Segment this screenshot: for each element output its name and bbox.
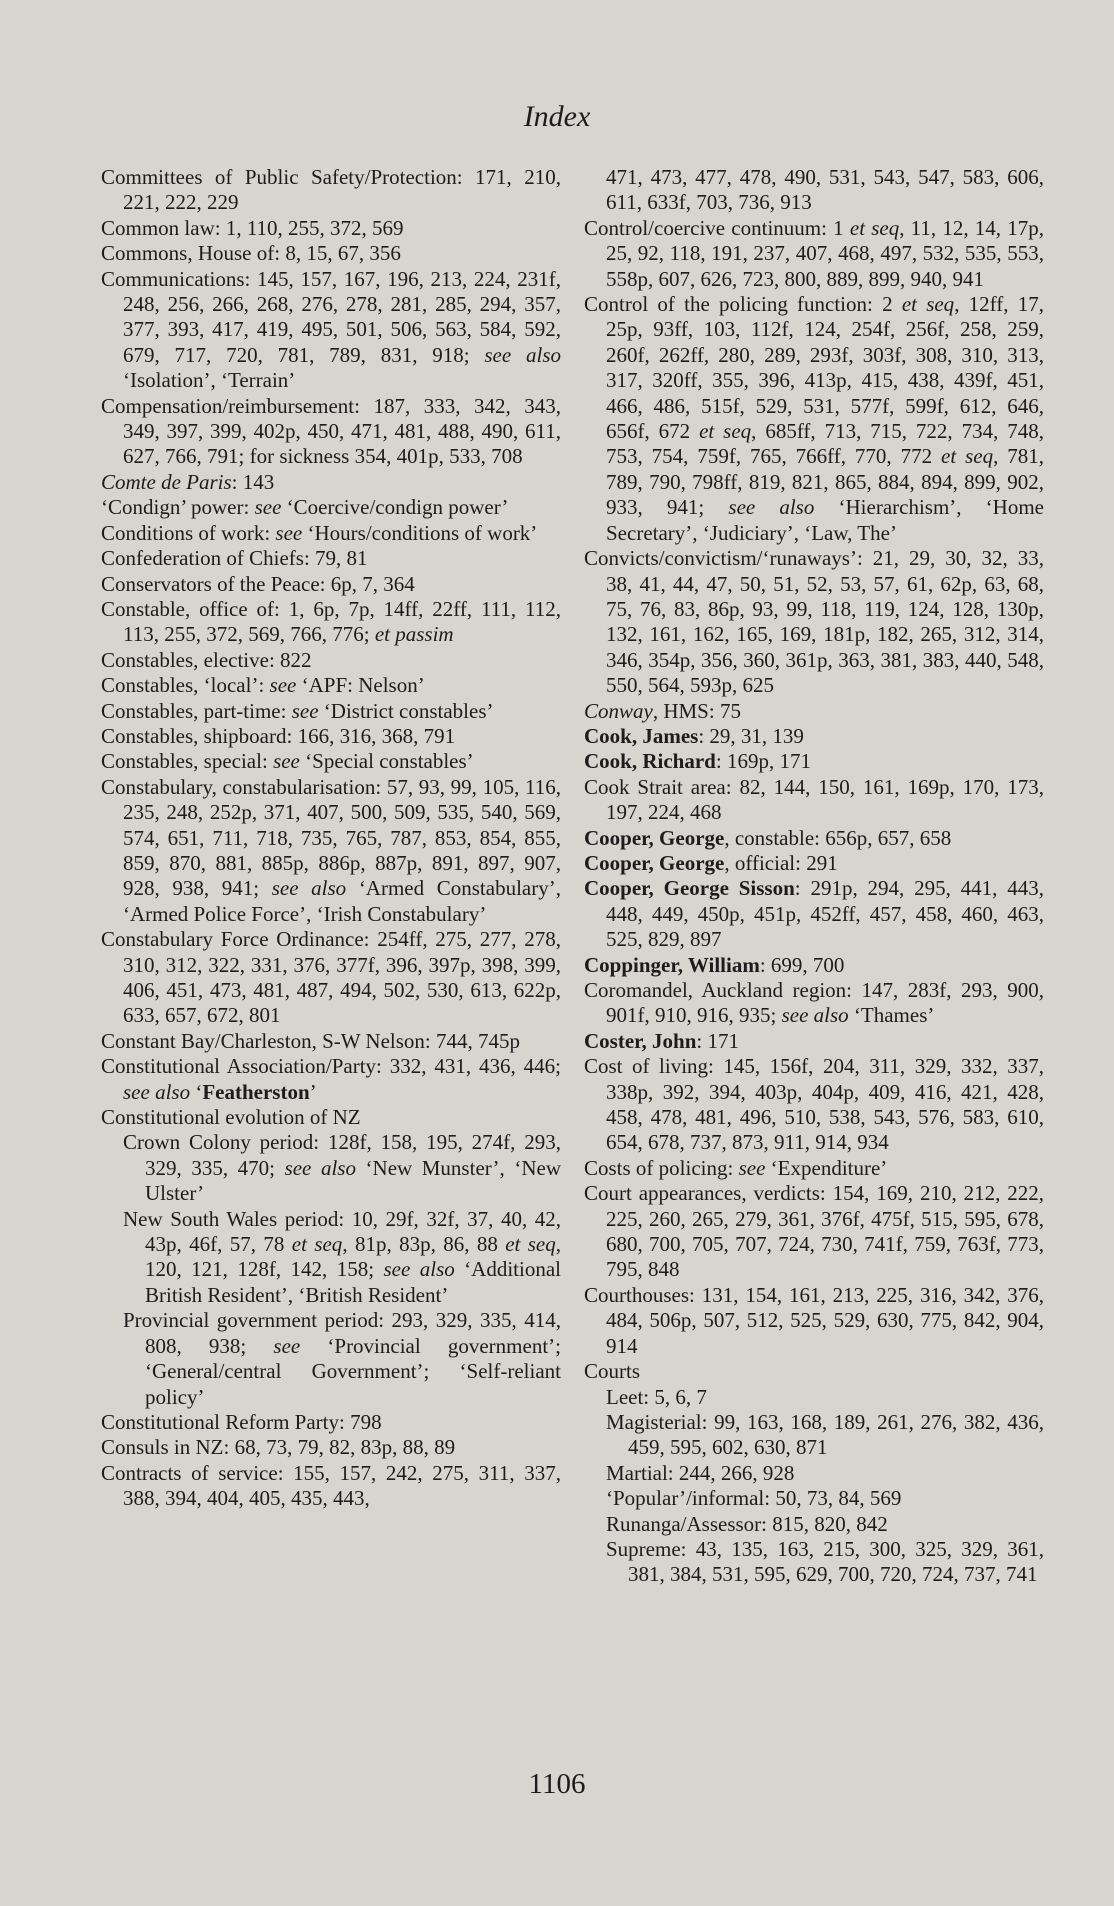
index-text: ‘Provincial government’; ‘General/central Government’; ‘Self-reliant policy’ [145, 1333, 561, 1409]
index-text: Martial: 244, 266, 928 [606, 1460, 795, 1485]
index-entry [101, 267, 561, 394]
index-entry [101, 749, 561, 774]
index-entry [584, 851, 1044, 876]
index-entry [101, 927, 561, 1029]
index-text: 471, 473, 477, 478, 490, 531, 543, 547, 583, 606, 611, 633f, 703, 736, 913 [606, 165, 1044, 215]
index-entry [101, 699, 561, 724]
index-text: Convicts/convictism/‘runaways’: 21, 29, 30, 32, 33, 38, 41, 44, 47, 50, 51, 52, 53, 57, 61, 62p, 63, 68, 75, 76, 83, 86p, 93, 99, 118, 119, 124, 128, 130p, 132, 161, 162, 165, 169, 181p, 182, 265, 312, 314, 346, 354p, 356, 360, 361p, 363, 381, 383, 440, 548, 550, 564, 593p, 625 [584, 546, 1044, 698]
index-text: , 685ff, 713, 715, 722, 734, 748, 753, 754, 759f, 765, 766ff, 770, 772 [606, 419, 1045, 469]
index-subentry [584, 1512, 1044, 1537]
index-text: Constables, elective: 822 [101, 647, 312, 672]
index-text: see also [781, 1003, 849, 1028]
index-text: Supreme: 43, 135, 163, 215, 300, 325, 329, 361, 381, 384, 531, 595, 629, 700, 720, 724, 737, 741 [606, 1536, 1044, 1587]
index-text: , 12ff, 17, 25p, 93ff, 103, 112f, 124, 254f, 256f, 258, 259, 260f, 262ff, 280, 289, 293f, 303f, 308, 310, 313, 317, 320ff, 355, 396, 413p, 415, 438, 439f, 451, 466, 486, 515f, 529, 531, 577f, 599f, 612, 646, 656f, 672 [606, 292, 1044, 444]
index-heading: Coppinger, William [584, 952, 760, 977]
index-text: see also [284, 1155, 356, 1180]
index-entry [101, 495, 561, 520]
index-subentry [584, 1385, 1044, 1410]
index-entry [101, 470, 561, 495]
index-text: Confederation of Chiefs: 79, 81 [101, 546, 368, 571]
index-text: Constable, office of: 1, 6p, 7p, 14ff, 22ff, 111, 112, 113, 255, 372, 569, 766, 776; [101, 596, 561, 647]
index-entry [101, 1410, 561, 1435]
index-entry [101, 394, 561, 470]
index-text: Cook Strait area: 82, 144, 150, 161, 169p, 170, 173, 197, 224, 468 [584, 774, 1044, 825]
index-entry [584, 1283, 1044, 1359]
index-heading: Cooper, George Sisson [584, 876, 795, 901]
index-text: Committees of Public Safety/Protection: 171, 210, 221, 222, 229 [101, 165, 561, 215]
index-text: Constabulary, constabularisation: 57, 93, 99, 105, 116, 235, 248, 252p, 371, 407, 500, 509, 535, 540, 569, 574, 651, 711, 718, 735, 765, 787, 853, 854, 855, 859, 870, 881, 885p, 886p, 887p, 891, 897, 907, 928, 938, 941; [101, 774, 561, 901]
index-entry [584, 953, 1044, 978]
index-entry [101, 521, 561, 546]
index-text: Conservators of the Peace: 6p, 7, 364 [101, 571, 415, 596]
index-text: Constabulary Force Ordinance: 254ff, 275, 277, 278, 310, 312, 322, 331, 376, 377f, 396, 397p, 398, 399, 406, 451, 473, 481, 487, 494, 502, 530, 613, 622p, 633, 657, 672, 801 [101, 927, 561, 1028]
index-entry [584, 826, 1044, 851]
index-text: ‘APF: Nelson’ [296, 673, 425, 698]
index-text: Constables, special: [101, 749, 274, 774]
index-entry [584, 1359, 1044, 1384]
index-subentry [584, 1486, 1044, 1511]
index-text: Provincial government period: 293, 329, 335, 414, 808, 938; [123, 1308, 561, 1358]
index-text: Constitutional evolution of NZ [101, 1105, 361, 1130]
index-text: , 11, 12, 14, 17p, 25, 92, 118, 191, 237, 407, 468, 497, 532, 535, 553, 558p, 607, 626, 723, 800, 889, 899, 940, 941 [606, 215, 1044, 291]
index-entry [584, 292, 1044, 546]
index-text: Commons, House of: 8, 15, 67, 356 [101, 241, 401, 266]
index-text: , 81p, 83p, 86, 88 [342, 1232, 506, 1257]
index-text: ’ [309, 1079, 317, 1104]
index-entry [101, 165, 561, 216]
index-text: et passim [374, 622, 454, 647]
index-text: see [273, 1333, 301, 1358]
index-text: see also [728, 495, 815, 520]
index-entry [584, 1156, 1044, 1181]
index-text: Courts [584, 1359, 641, 1384]
index-text: see [254, 495, 282, 520]
index-text: ‘District constables’ [318, 698, 494, 723]
index-text: ‘Isolation’, ‘Terrain’ [123, 368, 296, 393]
index-text: Cost of living: 145, 156f, 204, 311, 329, 332, 337, 338p, 392, 394, 403p, 404p, 409, 416, 421, 428, 458, 478, 481, 496, 510, 538, 543, 576, 583, 610, 654, 678, 737, 873, 911, 914, 934 [584, 1054, 1044, 1155]
index-text: : 29, 31, 139 [698, 723, 804, 748]
index-text: : 699, 700 [759, 952, 845, 977]
index-heading: Cooper, George [584, 825, 725, 850]
index-heading: Coster, John [584, 1028, 697, 1053]
index-text: et seq [291, 1232, 343, 1257]
index-entry [101, 546, 561, 571]
index-entry [584, 749, 1044, 774]
index-column-right [584, 165, 1044, 1588]
index-heading: Cook, Richard [584, 749, 716, 774]
index-text: see also [123, 1079, 191, 1104]
index-entry [101, 648, 561, 673]
index-entry [101, 1029, 561, 1054]
index-entry [101, 216, 561, 241]
index-text: New South Wales period: 10, 29f, 32f, 37, 40, 42, 43p, 46f, 57, 78 [123, 1206, 561, 1257]
index-subentry [101, 1130, 561, 1206]
index-text: Constitutional Association/Party: 332, 431, 436, 446; [101, 1054, 561, 1079]
index-entry [584, 216, 1044, 292]
index-entry [584, 1054, 1044, 1156]
index-text: Control/coercive continuum: 1 [584, 215, 850, 240]
index-text: ‘Thames’ [848, 1003, 935, 1028]
index-subentry [101, 1308, 561, 1410]
page-title: Index [523, 100, 591, 133]
index-entry [101, 241, 561, 266]
index-text: Magisterial: 99, 163, 168, 189, 261, 276, 382, 436, 459, 595, 602, 630, 871 [606, 1409, 1044, 1460]
index-text: see also [383, 1257, 455, 1282]
index-text: Control of the policing function: 2 [584, 292, 902, 317]
index-text: , constable: 656p, 657, 658 [724, 825, 952, 850]
index-entry [584, 1181, 1044, 1283]
index-column-left [101, 165, 561, 1512]
index-entry [101, 775, 561, 927]
index-entry [101, 673, 561, 698]
index-entry [101, 724, 561, 749]
index-text: see [291, 698, 319, 723]
index-subentry [584, 1461, 1044, 1486]
index-heading: Featherston [202, 1079, 310, 1104]
index-text: : 169p, 171 [715, 749, 811, 774]
index-entry [584, 1029, 1044, 1054]
index-entry [584, 546, 1044, 698]
index-text: Contracts of service: 155, 157, 242, 275, 311, 337, 388, 394, 404, 405, 435, 443, [101, 1460, 561, 1511]
index-text: : 291p, 294, 295, 441, 443, 448, 449, 450p, 451p, 452ff, 457, 458, 460, 463, 525, 829, 897 [606, 876, 1044, 952]
index-text: ‘Special constables’ [299, 749, 474, 774]
index-text: ‘Expenditure’ [765, 1155, 888, 1180]
index-text: Comte de Paris [101, 469, 232, 494]
index-text: ‘Coercive/condign power’ [281, 495, 509, 520]
index-text: see also [271, 876, 347, 901]
index-text: et seq [941, 444, 994, 469]
index-entry [101, 1435, 561, 1460]
index-entry [584, 724, 1044, 749]
index-text: see [273, 749, 300, 774]
index-subentry [101, 1207, 561, 1309]
index-text: see [269, 673, 297, 698]
index-entry [584, 775, 1044, 826]
index-text: ‘ [190, 1079, 203, 1104]
index-text: Conditions of work: [101, 520, 276, 545]
index-text: ‘Armed Constabulary’, ‘Armed Police Force’, ‘Irish Constabulary’ [123, 876, 561, 926]
index-text: see [738, 1155, 766, 1180]
index-entry [584, 978, 1044, 1029]
index-text: Costs of policing: [584, 1155, 739, 1180]
index-text: et seq [901, 292, 955, 317]
index-text: Court appearances, verdicts: 154, 169, 210, 212, 222, 225, 260, 265, 279, 361, 376f, 475f, 515, 595, 678, 680, 700, 705, 707, 724, 730, 741f, 759, 763f, 773, 795, 848 [584, 1181, 1044, 1282]
index-text: : 143 [231, 469, 275, 494]
index-text: , 781, 789, 790, 798ff, 819, 821, 865, 884, 894, 899, 902, 933, 941; [606, 444, 1045, 520]
index-text: et seq [505, 1232, 556, 1257]
index-text: , 120, 121, 128f, 142, 158; [145, 1232, 561, 1282]
index-text: ‘Condign’ power: [101, 495, 255, 520]
index-text: ‘Hours/conditions of work’ [302, 520, 538, 545]
index-text: Constitutional Reform Party: 798 [101, 1409, 382, 1434]
index-entry [101, 1461, 561, 1512]
index-text: Constant Bay/Charleston, S-W Nelson: 744, 745p [101, 1028, 521, 1053]
index-entry [101, 1105, 561, 1130]
index-text: et seq [849, 215, 900, 240]
index-entry [101, 572, 561, 597]
index-text: Conway [584, 698, 653, 723]
index-text: Communications: 145, 157, 167, 196, 213, 224, 231f, 248, 256, 266, 268, 276, 278, 281, 285, 294, 357, 377, 393, 417, 419, 495, 501, 506, 563, 584, 592, 679, 717, 720, 781, 789, 831, 918; [101, 266, 561, 367]
index-text: Constables, ‘local’: [101, 673, 270, 698]
index-subentry [584, 1410, 1044, 1461]
index-text: Crown Colony period: 128f, 158, 195, 274f, 293, 329, 335, 470; [123, 1130, 561, 1180]
index-heading: Cooper, George [584, 850, 725, 875]
index-entry [584, 165, 1044, 216]
index-entry [101, 1054, 561, 1105]
index-text: Courthouses: 131, 154, 161, 213, 225, 316, 342, 376, 484, 506p, 507, 512, 525, 529, 630, 775, 842, 904, 914 [584, 1282, 1044, 1358]
index-text: Runanga/Assessor: 815, 820, 842 [606, 1511, 888, 1536]
index-text: ‘Popular’/informal: 50, 73, 84, 569 [606, 1486, 902, 1511]
index-entry [584, 699, 1044, 724]
page-number: 1106 [528, 1768, 586, 1800]
index-text: ‘New Munster’, ‘New Ulster’ [145, 1155, 561, 1206]
index-text: Constables, part-time: [101, 698, 292, 723]
index-text: , official: 291 [724, 850, 838, 875]
index-text: , HMS: 75 [652, 698, 741, 723]
index-text: : 171 [696, 1028, 739, 1053]
index-subentry [584, 1537, 1044, 1588]
index-text: et seq [699, 419, 752, 444]
index-text: Leet: 5, 6, 7 [606, 1384, 707, 1409]
index-text: Coromandel, Auckland region: 147, 283f, 293, 900, 901f, 910, 916, 935; [584, 978, 1044, 1028]
index-text: Compensation/reimbursement: 187, 333, 342, 343, 349, 397, 399, 402p, 450, 471, 481, 488, 490, 611, 627, 766, 791; for sickness 354, 401p, 533, 708 [101, 393, 561, 469]
index-text: see [275, 520, 303, 545]
index-text: Constables, shipboard: 166, 316, 368, 791 [101, 723, 456, 748]
index-text: ‘Hierarchism’, ‘Home Secretary’, ‘Judiciary’, ‘Law, The’ [606, 495, 1044, 545]
index-entry [584, 876, 1044, 952]
index-entry [101, 597, 561, 648]
index-text: Consuls in NZ: 68, 73, 79, 82, 83p, 88, 89 [101, 1435, 456, 1460]
index-text: ‘Additional British Resident’, ‘British Resident’ [145, 1257, 561, 1307]
index-text: see also [484, 342, 561, 367]
index-heading: Cook, James [584, 723, 699, 748]
index-text: Common law: 1, 110, 255, 372, 569 [101, 215, 404, 240]
